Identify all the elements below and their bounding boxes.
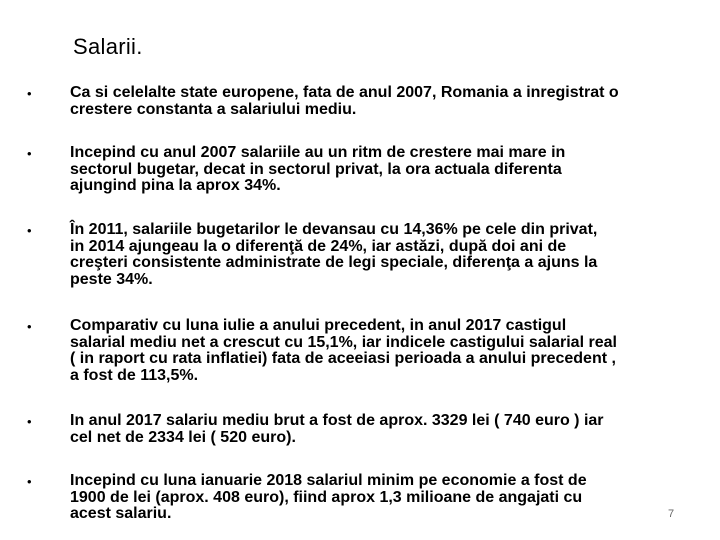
bullet-marker: •: [27, 319, 32, 334]
bullet-text: In anul 2017 salariu mediu brut a fost de aprox. 3329 lei ( 740 euro ) iar cel net de 2334 lei ( 520 euro).: [70, 412, 604, 446]
bullet-text: Comparativ cu luna iulie a anului precedent, in anul 2017 castigul salarial mediu net a crescut cu 15,1%, iar indicele castigului salarial real ( in raport cu rata inflatiei) fata de aceeiasi perioada a anului precedent , a fost de 113,5%.: [70, 317, 617, 384]
bullet-text: Incepind cu luna ianuarie 2018 salariul minim pe economie a fost de 1900 de lei (aprox. 408 euro), fiind aprox 1,3 milioane de angajati cu acest salariu.: [70, 472, 587, 522]
bullet-marker: •: [27, 86, 32, 101]
bullet-text: Incepind cu anul 2007 salariile au un ritm de crestere mai mare in sectorul bugetar, decat in sectorul privat, la ora actuala diferenta ajungind pina la aprox 34%.: [70, 144, 566, 194]
bullet-marker: •: [27, 146, 32, 161]
page-number: 7: [668, 508, 675, 520]
bullet-marker: •: [27, 223, 32, 238]
slide-title: Salarii.: [73, 34, 143, 59]
bullet-marker: •: [27, 414, 32, 429]
bullet-text: În 2011, salariile bugetarilor le devansau cu 14,36% pe cele din privat, in 2014 ajungeau la o diferenţă de 24%, iar astăzi, după doi ani de creşteri consistente administrate de legi speciale, diferenţa a ajuns la peste 34%.: [70, 221, 598, 288]
bullet-marker: •: [27, 474, 32, 489]
bullet-text: Ca si celelalte state europene, fata de anul 2007, Romania a inregistrat o crestere constanta a salariului mediu.: [70, 84, 619, 118]
